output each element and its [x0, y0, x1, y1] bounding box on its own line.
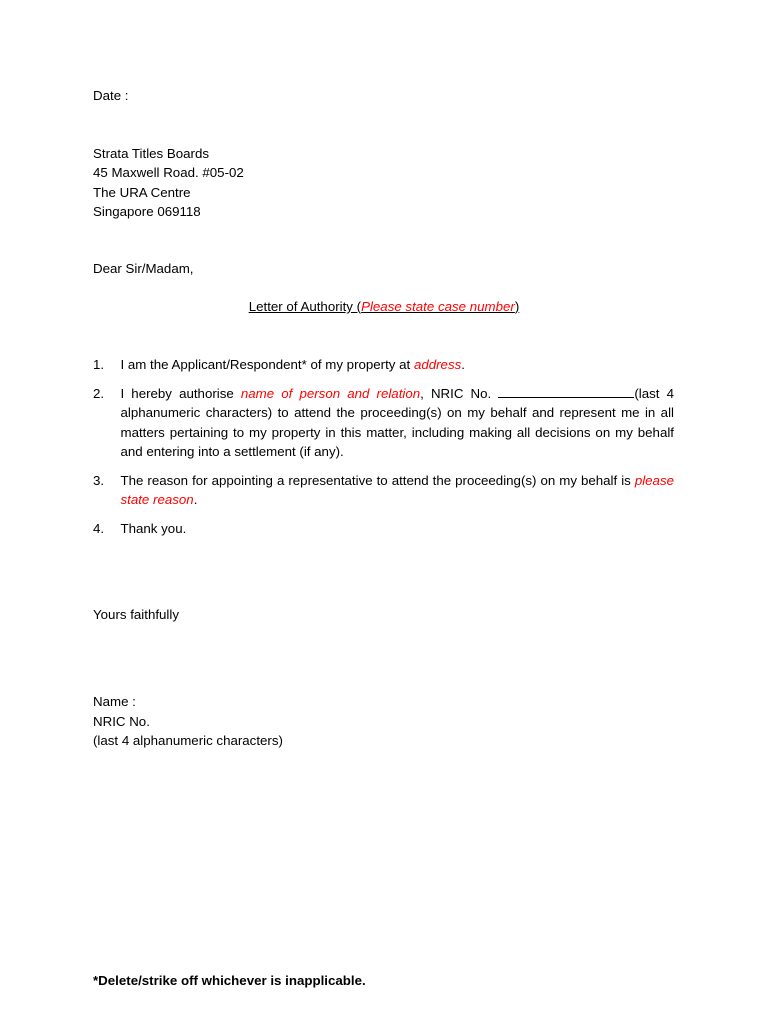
footnote: *Delete/strike off whichever is inapplicable. [93, 973, 366, 988]
title-open-paren: ( [352, 299, 362, 314]
item-text-post: (last 4 alphanumeric characters) to attend the proceeding(s) on my behalf and represent me in all matters pertaining to my property in this matter, including making all decisions on my behalf and entering into a settlement (if any). [120, 385, 674, 460]
item-text-pre: The reason for appointing a representative to attend the proceeding(s) on my behalf is [120, 472, 635, 488]
item-text-mid: , NRIC No. [420, 385, 499, 401]
recipient-line-4: Singapore 069118 [93, 203, 201, 219]
title-close-paren: ) [514, 299, 520, 314]
salutation: Dear Sir/Madam, [93, 261, 194, 276]
item-number: 1. [93, 357, 105, 372]
recipient-line-3: The URA Centre [93, 184, 191, 200]
address-placeholder: address [413, 357, 462, 372]
item-number: 2. [93, 385, 105, 401]
signoff: Yours faithfully [93, 607, 179, 622]
list-item [93, 519, 674, 538]
representative-placeholder: name of person and relation [240, 385, 421, 401]
recipient-address [93, 144, 244, 221]
nric-label: NRIC No. [93, 713, 150, 729]
name-label: Name : [93, 694, 136, 709]
title-text: Letter of Authority [248, 299, 353, 314]
title-main [249, 299, 520, 314]
item-text [121, 384, 675, 462]
item-number: 4. [93, 521, 105, 537]
recipient-line-1: Strata Titles Boards [93, 146, 210, 161]
item-number: 3. [93, 472, 105, 488]
list-item [93, 384, 674, 462]
item-text: Thank you. [120, 521, 187, 537]
date-label: Date : [93, 88, 129, 103]
item-text-pre: I am the Applicant/Respondent* of my property at [120, 357, 414, 372]
case-number-placeholder: Please state case number [361, 299, 515, 314]
signature-block [93, 692, 283, 751]
recipient-line-2: 45 Maxwell Road. #05-02 [93, 165, 244, 181]
item-text-pre: I hereby authorise [120, 385, 241, 401]
item-text-post: . [461, 357, 465, 372]
nric-blank-line[interactable] [498, 385, 634, 398]
nric-note: (last 4 alphanumeric characters) [93, 733, 283, 748]
numbered-items [93, 355, 674, 548]
list-item [93, 355, 674, 374]
letter-title [0, 297, 768, 317]
item-text [121, 355, 675, 374]
item-text-post: . [193, 492, 198, 508]
list-item [93, 471, 674, 510]
reason-placeholder: please state reason [120, 472, 674, 508]
item-text [121, 471, 675, 510]
